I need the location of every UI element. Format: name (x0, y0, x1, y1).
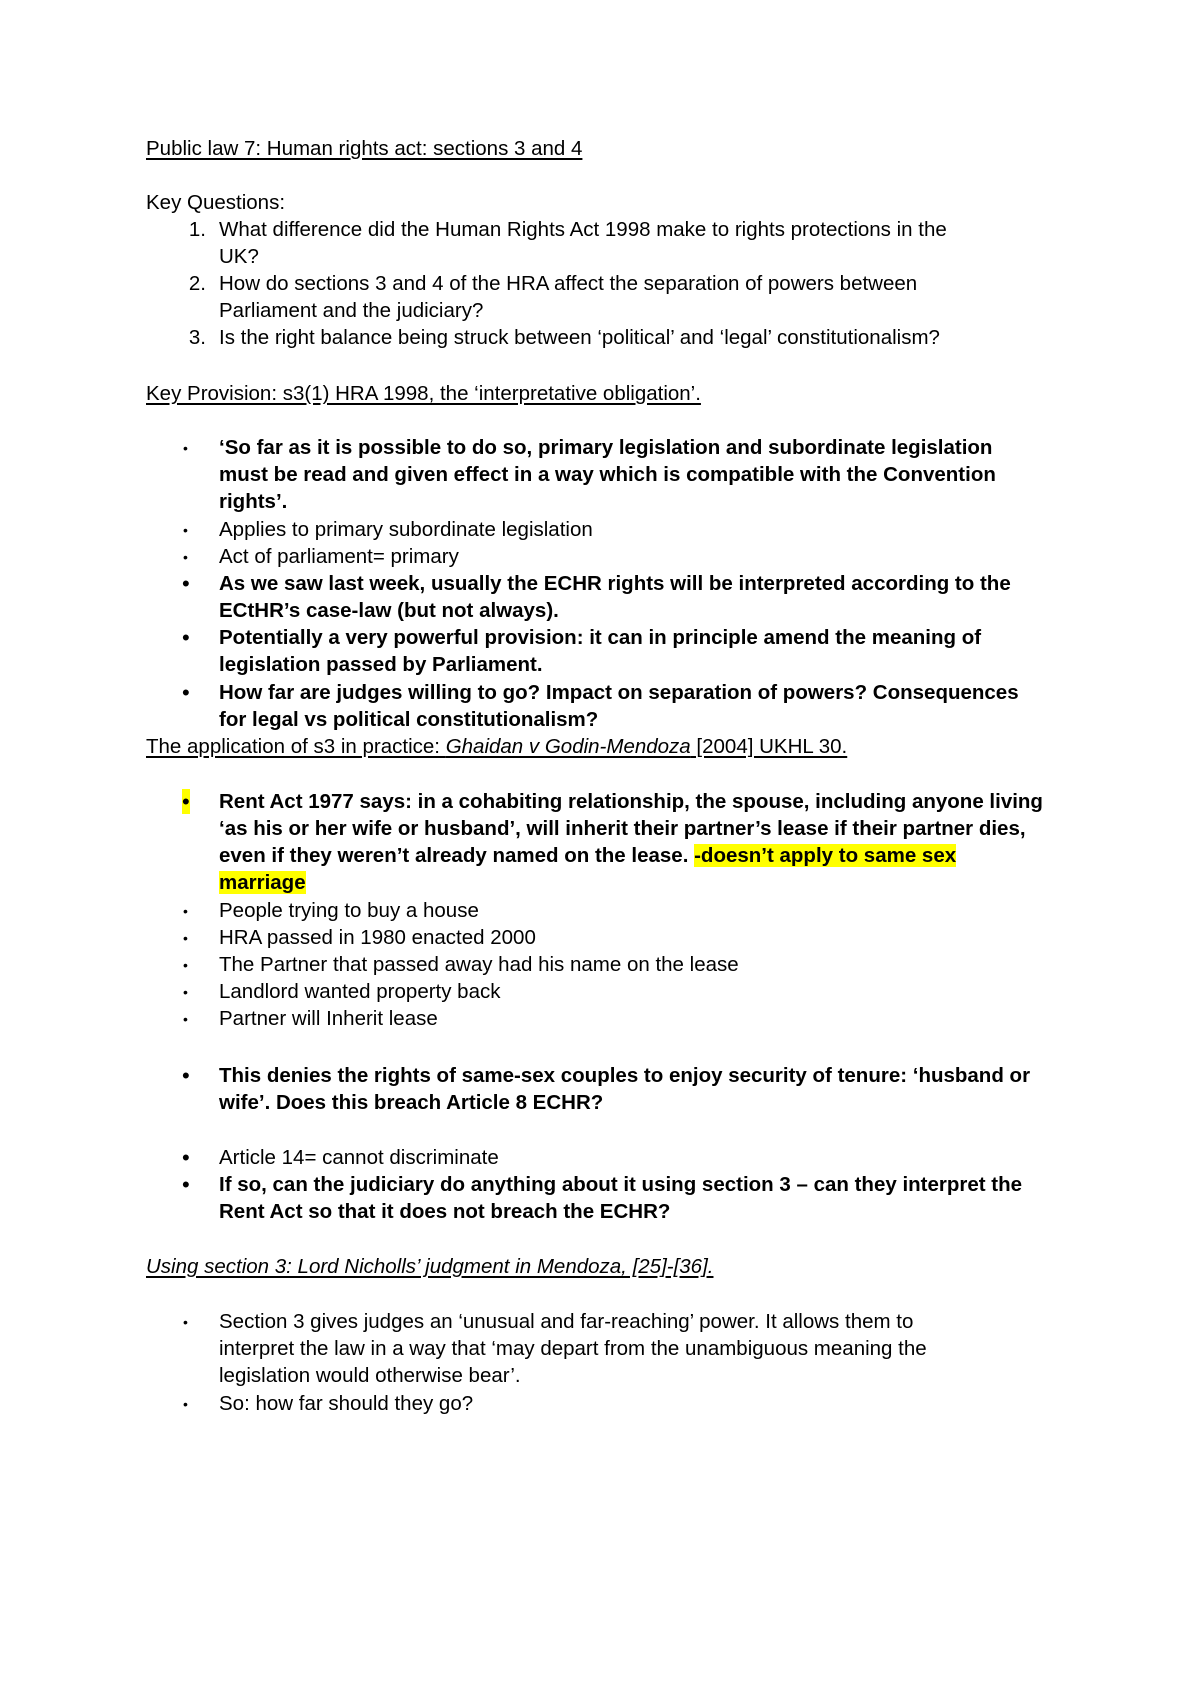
rent-act-line: ‘as his or her wife or husband’, will inherit their partner’s lease if their partner dies, (219, 817, 1026, 840)
note-line: Partner will Inherit lease (219, 1007, 438, 1030)
bullet-icon: • (182, 1172, 190, 1197)
bullet-line: wife’. Does this breach Article 8 ECHR? (219, 1091, 604, 1114)
bullet-icon: • (183, 957, 188, 973)
question-line: Is the right balance being struck between ‘political’ and ‘legal’ constitutionalism? (219, 326, 940, 349)
note-line: HRA passed in 1980 enacted 2000 (219, 926, 536, 949)
bullet-line: ‘So far as it is possible to do so, primary legislation and subordinate legislation (219, 436, 993, 459)
bullet-line: legislation passed by Parliament. (219, 653, 543, 676)
bullet-line: Section 3 gives judges an ‘unusual and far-reaching’ power. It allows them to (219, 1310, 914, 1333)
bullet-line: Rent Act so that it does not breach the ECHR? (219, 1200, 671, 1223)
bullet-icon (182, 787, 190, 817)
question-line: UK? (219, 245, 259, 268)
bullet-icon: • (183, 984, 188, 1000)
question-number: 2. (188, 272, 206, 295)
bullet-line: Act of parliament= primary (219, 545, 459, 568)
bullet-line: If so, can the judiciary do anything about it using section 3 – can they interpret the (219, 1173, 1023, 1196)
bullet-line: So: how far should they go? (219, 1392, 474, 1415)
case-name: Ghaidan v Godin-Mendoza (445, 735, 691, 758)
bullet-line: As we saw last week, usually the ECHR rights will be interpreted according to the (219, 572, 1011, 595)
bullet-line: must be read and given effect in a way which is compatible with the Convention (219, 463, 996, 486)
bullet-line: legislation would otherwise bear’. (219, 1364, 521, 1387)
bullet-icon: • (183, 903, 188, 919)
bullet-line: ECtHR’s case-law (but not always). (219, 599, 559, 622)
bullet-icon: • (182, 571, 190, 596)
bullet-icon: • (183, 1396, 188, 1412)
question-number: 3. (188, 326, 206, 349)
key-questions-heading: Key Questions: (146, 191, 286, 214)
bullet-icon: • (183, 1314, 188, 1330)
note-line: Landlord wanted property back (219, 980, 501, 1003)
application-heading-suffix: [2004] UKHL 30. (690, 735, 848, 758)
bullet-highlight: • (182, 789, 190, 814)
question-line: Parliament and the judiciary? (219, 299, 484, 322)
bullet-icon: • (182, 625, 190, 650)
key-provision-heading: Key Provision: s3(1) HRA 1998, the ‘interpretative obligation’. (146, 382, 701, 405)
application-heading (146, 732, 847, 762)
rent-act-line: Rent Act 1977 says: in a cohabiting relationship, the spouse, including anyone living (219, 790, 1043, 813)
bullet-line: interpret the law in a way that ‘may depart from the unambiguous meaning the (219, 1337, 927, 1360)
bullet-icon: • (183, 549, 188, 565)
highlighted-text: marriage (219, 871, 306, 894)
bullet-line: Article 14= cannot discriminate (219, 1146, 499, 1169)
document-title: Public law 7: Human rights act: sections 3 and 4 (146, 137, 583, 160)
bullet-line: Applies to primary subordinate legislation (219, 518, 593, 541)
bullet-line: rights’. (219, 490, 288, 513)
bullet-line: for legal vs political constitutionalism? (219, 708, 599, 731)
bullet-line: This denies the rights of same-sex couples to enjoy security of tenure: ‘husband or (219, 1064, 1031, 1087)
bullet-icon: • (183, 522, 188, 538)
bullet-icon: • (183, 930, 188, 946)
bullet-icon: • (183, 1011, 188, 1027)
note-line: The Partner that passed away had his name on the lease (219, 953, 739, 976)
application-heading-prefix: The application of s3 in practice: (146, 735, 446, 758)
bullet-icon: • (183, 440, 188, 456)
bullet-icon: • (182, 680, 190, 705)
using-section3-heading: Using section 3: Lord Nicholls’ judgment in Mendoza, [25]-[36]. (146, 1255, 714, 1278)
note-line: People trying to buy a house (219, 899, 479, 922)
bullet-icon: • (182, 1063, 190, 1088)
question-line: How do sections 3 and 4 of the HRA affect the separation of powers between (219, 272, 918, 295)
rent-act-line (219, 868, 306, 898)
highlighted-text: -doesn’t apply to same sex (694, 844, 957, 867)
bullet-icon: • (182, 1145, 190, 1170)
question-number: 1. (188, 218, 206, 241)
question-line: What difference did the Human Rights Act 1998 make to rights protections in the (219, 218, 947, 241)
rent-act-line (219, 841, 956, 871)
bullet-line: Potentially a very powerful provision: it can in principle amend the meaning of (219, 626, 982, 649)
bullet-line: How far are judges willing to go? Impact on separation of powers? Consequences (219, 681, 1019, 704)
rent-act-text: even if they weren’t already named on the lease. (219, 844, 695, 867)
